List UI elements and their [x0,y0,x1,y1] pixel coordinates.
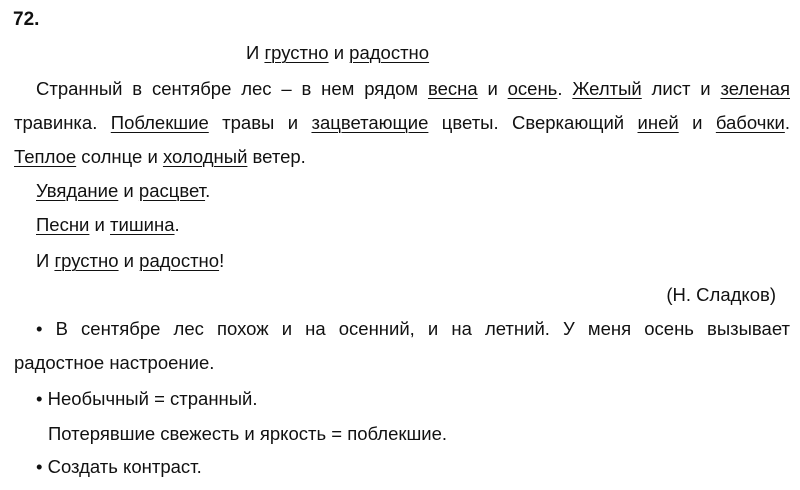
answer-3: Потерявшие свежесть и яркость = поблекшие. [48,423,448,444]
underlined-word: Увядание [36,180,119,201]
underlined-word: весна [427,78,478,99]
answer-2: • Необычный = странный. [36,388,258,409]
plain-text: и [89,214,111,235]
plain-text: и [477,78,508,99]
underlined-word: бабочки [715,112,785,133]
underlined-word: тишина [110,214,175,235]
plain-text: ветер. [247,146,306,167]
poem-line-1 [14,78,790,100]
underlined-word: осень [507,78,558,99]
underlined-word: расцвет [138,180,206,201]
underlined-word: Песни [36,214,90,235]
poem-line-5 [36,214,180,236]
plain-text: цветы. Сверкающий [428,112,638,133]
title-word: и [333,42,345,63]
underlined-word: радостно [139,250,220,271]
text-title [246,42,429,64]
underlined-word: Поблекшие [110,112,209,133]
answer-4: • Создать контраст. [36,456,202,477]
plain-text: ! [219,250,225,271]
plain-text: И [36,250,55,271]
underlined-word: зацветающие [311,112,429,133]
plain-text: и [118,180,139,201]
plain-text: . [557,78,573,99]
plain-text: и [118,250,140,271]
plain-text: травинка. [14,112,111,133]
plain-text: травы и [208,112,312,133]
poem-line-6 [36,250,224,272]
answer-1-line-2: радостное настроение. [14,352,215,373]
plain-text: и [678,112,716,133]
poem-line-2 [14,112,790,134]
underlined-word: Теплое [14,146,77,167]
exercise-number: 72. [13,9,40,30]
plain-text: Странный в сентябре лес – в нем рядом [36,78,428,99]
underlined-word: холодный [162,146,248,167]
author-attribution: (Н. Сладков) [666,284,776,305]
underlined-word: Желтый [572,78,642,99]
title-word: И [246,42,260,63]
plain-text: солнце и [76,146,163,167]
poem-line-3 [14,146,306,168]
plain-text: лист и [641,78,721,99]
underlined-word: грустно [54,250,119,271]
answer-1-line-1: • В сентябре лес похож и на осенний, и на летний. У меня осень вызывает [36,318,790,339]
underlined-word: радостно [349,42,430,63]
plain-text: . [784,112,790,133]
underlined-word: зеленая [720,78,790,99]
underlined-word: иней [637,112,679,133]
poem-line-4 [36,180,210,202]
underlined-word: грустно [264,42,329,63]
plain-text: . [174,214,180,235]
plain-text: . [205,180,211,201]
